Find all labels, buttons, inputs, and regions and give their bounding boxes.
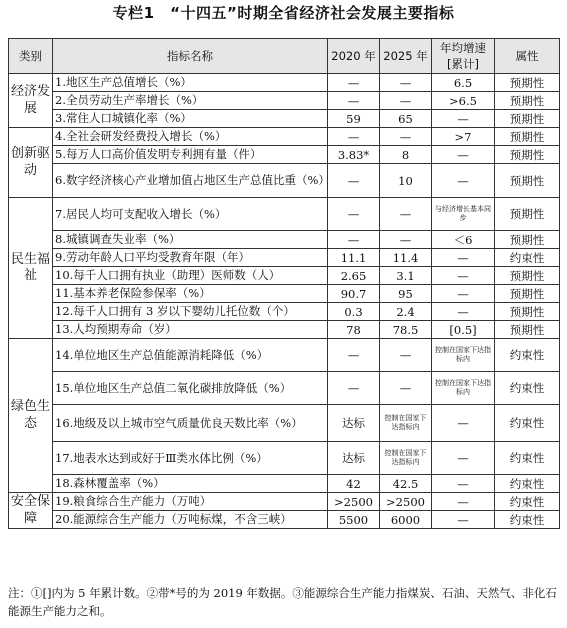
value-2025-text: — (399, 207, 412, 221)
indicator-name (53, 511, 328, 529)
attribute (495, 267, 560, 285)
value-2020-text: 42 (346, 476, 361, 491)
growth-value (432, 511, 495, 529)
table-row (9, 267, 560, 285)
growth-value-text: 6.5 (453, 75, 473, 90)
value-2020-text: 11.1 (340, 250, 367, 265)
indicator-name (53, 249, 328, 267)
indicator-name-text: 3.常住人口城镇化率（%） (55, 111, 192, 126)
indicator-name (53, 74, 328, 92)
attribute-text: 约束性 (509, 494, 545, 509)
attribute (495, 372, 560, 405)
attribute-text: 预期性 (509, 207, 545, 221)
attribute (495, 146, 560, 164)
growth-value (432, 146, 495, 164)
header-2020: 2020 年 (328, 39, 380, 74)
header-growth: 年均增速 [累计] (432, 39, 495, 74)
value-2020 (328, 339, 380, 372)
attribute (495, 92, 560, 110)
table-row (9, 146, 560, 164)
indicator-name-text: 20.能源综合生产能力（万吨标煤，不含三峡） (55, 512, 292, 527)
indicator-name (53, 405, 328, 442)
value-2025-text: — (399, 348, 412, 362)
value-2020 (328, 146, 380, 164)
value-2025-text: 78.5 (392, 322, 419, 337)
attribute (495, 339, 560, 372)
growth-value-text: 控制在国家下达指标内 (435, 345, 491, 363)
value-2020-text: — (347, 129, 360, 144)
attribute-text: 预期性 (509, 93, 545, 108)
attribute-text: 约束性 (509, 348, 545, 362)
value-2020 (328, 198, 380, 231)
value-2020 (328, 249, 380, 267)
growth-value-text: [0.5] (449, 322, 477, 337)
value-2025 (380, 92, 432, 110)
growth-value-text: — (457, 173, 469, 188)
value-2025 (380, 303, 432, 321)
category-cell: 安全保障 (9, 493, 53, 529)
table-row (9, 493, 560, 511)
indicator-name-text: 9.劳动年龄人口平均受教育年限（年） (55, 250, 250, 265)
growth-value (432, 74, 495, 92)
value-2020-text: — (347, 207, 360, 221)
growth-value (432, 128, 495, 146)
category-cell: 经济发展 (9, 74, 53, 128)
indicator-name-text: 7.居民人均可支配收入增长（%） (55, 206, 227, 221)
value-2025 (380, 372, 432, 405)
attribute (495, 249, 560, 267)
attribute-text: 预期性 (509, 268, 545, 283)
indicator-name-text: 17.地表水达到或好于Ⅲ类水体比例（%） (55, 450, 268, 465)
attribute (495, 442, 560, 475)
attribute-text: 约束性 (509, 451, 545, 465)
table-row (9, 231, 560, 249)
attribute (495, 128, 560, 146)
category-cell: 绿色生态 (9, 339, 53, 493)
growth-value-text: ＜6 (453, 232, 473, 247)
attribute-text: 预期性 (509, 286, 545, 301)
value-2020 (328, 442, 380, 475)
indicator-name (53, 475, 328, 493)
table-row (9, 321, 560, 339)
value-2020-text: 90.7 (340, 286, 367, 301)
value-2025 (380, 267, 432, 285)
indicator-name (53, 92, 328, 110)
attribute (495, 198, 560, 231)
attribute-text: 预期性 (509, 232, 545, 247)
growth-value (432, 493, 495, 511)
attribute-text: 预期性 (509, 304, 545, 319)
value-2020-text: — (347, 381, 360, 395)
value-2025-text: 2.4 (396, 304, 415, 319)
attribute (495, 164, 560, 198)
indicator-name-text: 6.数字经济核心产业增加值占地区生产总值比重（%） (55, 173, 330, 188)
value-2020-text: 59 (346, 111, 361, 126)
attribute-text: 约束性 (509, 381, 545, 395)
growth-value (432, 475, 495, 493)
attribute-text: 预期性 (509, 147, 545, 162)
value-2025-text: — (399, 75, 412, 90)
header-2025: 2025 年 (380, 39, 432, 74)
value-2025 (380, 321, 432, 339)
growth-value-text: — (457, 494, 469, 509)
header-attr: 属性 (495, 39, 560, 74)
value-2025-text: — (399, 381, 412, 395)
value-2020 (328, 231, 380, 249)
indicator-name-text: 18.森林覆盖率（%） (55, 476, 165, 491)
table-row (9, 249, 560, 267)
value-2025 (380, 405, 432, 442)
value-2020-text: 78 (346, 322, 361, 337)
value-2020-text: — (347, 232, 360, 247)
value-2025-text: 65 (398, 111, 413, 126)
growth-value (432, 321, 495, 339)
value-2020-text: — (347, 348, 360, 362)
header-category: 类别 (9, 39, 53, 74)
value-2025-text: 95 (398, 286, 413, 301)
indicator-name-text: 14.单位地区生产总值能源消耗降低（%） (55, 347, 269, 362)
growth-value (432, 267, 495, 285)
table-row (9, 442, 560, 475)
growth-value-text: >6.5 (449, 93, 477, 108)
value-2025-text: >2500 (386, 494, 425, 509)
value-2025-text: — (399, 93, 412, 108)
table-row (9, 339, 560, 372)
value-2020 (328, 110, 380, 128)
value-2020-text: 5500 (338, 512, 369, 527)
attribute-text: 预期性 (509, 75, 545, 90)
value-2025 (380, 231, 432, 249)
value-2025 (380, 128, 432, 146)
growth-value-text: — (457, 512, 469, 527)
value-2025 (380, 146, 432, 164)
growth-value (432, 198, 495, 231)
value-2020 (328, 128, 380, 146)
value-2025 (380, 164, 432, 198)
indicators-table (8, 38, 560, 529)
table-row (9, 475, 560, 493)
indicator-name-text: 13.人均预期寿命（岁） (55, 322, 177, 337)
value-2020-text: — (347, 173, 360, 188)
indicator-name (53, 198, 328, 231)
indicator-name-text: 5.每万人口高价值发明专利拥有量（件） (55, 147, 262, 162)
indicator-name-text: 12.每千人口拥有 3 岁以下婴幼儿托位数（个） (55, 304, 295, 319)
value-2025 (380, 249, 432, 267)
indicator-name-text: 10.每千人口拥有执业（助理）医师数（人） (55, 268, 281, 283)
indicator-name-text: 11.基本养老保险参保率（%） (55, 286, 211, 301)
value-2020 (328, 493, 380, 511)
indicator-name (53, 231, 328, 249)
indicator-name (53, 128, 328, 146)
indicator-name-text: 15.单位地区生产总值二氧化碳排放降低（%） (55, 380, 292, 395)
indicator-name-text: 16.地级及以上城市空气质量优良天数比率（%） (55, 415, 303, 430)
indicator-name-text: 2.全员劳动生产率增长（%） (55, 93, 204, 108)
indicator-name-text: 4.全社会研发经费投入增长（%） (55, 129, 227, 144)
indicator-name-text: 8.城镇调查失业率（%） (55, 232, 181, 247)
indicator-name (53, 339, 328, 372)
value-2020-text: — (347, 93, 360, 108)
value-2025-text: 10 (398, 173, 413, 188)
attribute (495, 511, 560, 529)
indicator-name (53, 285, 328, 303)
attribute (495, 405, 560, 442)
growth-value-text: — (457, 250, 469, 265)
attribute-text: 预期性 (509, 173, 545, 188)
table-row (9, 511, 560, 529)
table-note: 注：①[]内为 5 年累计数。②带*号的为 2019 年数据。③能源综合生产能力指煤炭、石油、天然气、非化石能源生产能力之和。 (8, 586, 557, 618)
attribute-text: 约束性 (509, 512, 545, 527)
value-2020 (328, 92, 380, 110)
value-2025-text: — (399, 129, 412, 144)
value-2020-text: — (347, 75, 360, 90)
value-2025 (380, 511, 432, 529)
growth-value-text: — (457, 286, 469, 301)
header-name: 指标名称 (53, 39, 328, 74)
growth-value (432, 339, 495, 372)
indicator-name (53, 110, 328, 128)
indicator-name (53, 164, 328, 198)
value-2025-text: 8 (401, 147, 410, 162)
category-cell: 创新驱动 (9, 128, 53, 198)
growth-value-text: >7 (454, 129, 472, 144)
value-2020 (328, 74, 380, 92)
indicator-name (53, 267, 328, 285)
growth-value-text: 与经济增长基本同步 (435, 204, 491, 222)
value-2020 (328, 511, 380, 529)
growth-value (432, 442, 495, 475)
attribute (495, 285, 560, 303)
value-2025 (380, 285, 432, 303)
value-2020 (328, 475, 380, 493)
value-2020-text: 达标 (342, 416, 365, 430)
value-2020-text: 3.83* (337, 147, 370, 162)
value-2020 (328, 303, 380, 321)
table-row (9, 303, 560, 321)
indicator-name (53, 493, 328, 511)
value-2025-text: 42.5 (392, 476, 419, 491)
attribute (495, 110, 560, 128)
growth-value-text: — (457, 416, 469, 430)
growth-value (432, 231, 495, 249)
value-2020 (328, 285, 380, 303)
table-row (9, 164, 560, 198)
value-2020 (328, 267, 380, 285)
table-row (9, 74, 560, 92)
value-2025 (380, 475, 432, 493)
value-2025-text: 6000 (390, 512, 421, 527)
growth-value (432, 110, 495, 128)
growth-value (432, 303, 495, 321)
value-2025 (380, 442, 432, 475)
value-2020 (328, 321, 380, 339)
header-row (9, 39, 560, 74)
growth-value (432, 285, 495, 303)
attribute (495, 475, 560, 493)
attribute (495, 321, 560, 339)
value-2020-text: 0.3 (344, 304, 363, 319)
indicator-name-text: 19.粮食综合生产能力（万吨） (55, 494, 212, 509)
value-2020-text: 2.65 (340, 268, 367, 283)
attribute-text: 预期性 (509, 129, 545, 144)
value-2020-text: >2500 (334, 494, 373, 509)
value-2020 (328, 405, 380, 442)
table-row (9, 198, 560, 231)
indicator-name (53, 303, 328, 321)
growth-value (432, 164, 495, 198)
growth-value-text: — (457, 268, 469, 283)
value-2025-text: 控制在国家下达指标内 (384, 413, 427, 431)
growth-value (432, 92, 495, 110)
value-2020-text: 达标 (342, 451, 365, 465)
value-2020 (328, 164, 380, 198)
attribute-text: 预期性 (509, 111, 545, 126)
value-2025-text: 控制在国家下达指标内 (384, 448, 427, 466)
growth-value (432, 249, 495, 267)
attribute-text: 预期性 (509, 322, 545, 337)
table-row (9, 128, 560, 146)
attribute (495, 231, 560, 249)
attribute-text: 约束性 (509, 416, 545, 430)
category-cell: 民生福祉 (9, 198, 53, 339)
indicator-name (53, 321, 328, 339)
value-2025 (380, 493, 432, 511)
attribute-text: 约束性 (509, 476, 545, 491)
indicator-name (53, 146, 328, 164)
indicator-name (53, 442, 328, 475)
value-2025-text: 3.1 (396, 268, 415, 283)
growth-value-text: — (457, 451, 469, 465)
growth-value-text: — (457, 304, 469, 319)
growth-value (432, 372, 495, 405)
value-2025 (380, 339, 432, 372)
table-title: 专栏1 “十四五”时期全省经济社会发展主要指标 (112, 4, 455, 22)
growth-value-text: — (457, 111, 469, 126)
growth-value-text: — (457, 476, 469, 491)
value-2025 (380, 198, 432, 231)
value-2020 (328, 372, 380, 405)
attribute-text: 约束性 (509, 250, 545, 265)
value-2025 (380, 110, 432, 128)
table-row (9, 405, 560, 442)
value-2025-text: — (399, 232, 412, 247)
table-row (9, 372, 560, 405)
value-2025 (380, 74, 432, 92)
attribute (495, 493, 560, 511)
growth-value-text: 控制在国家下达指标内 (435, 378, 491, 396)
indicator-name (53, 372, 328, 405)
growth-value-text: — (457, 147, 469, 162)
attribute (495, 303, 560, 321)
table-row (9, 92, 560, 110)
attribute (495, 74, 560, 92)
table-row (9, 285, 560, 303)
table-row (9, 110, 560, 128)
growth-value (432, 405, 495, 442)
indicator-name-text: 1.地区生产总值增长（%） (55, 75, 192, 90)
value-2025-text: 11.4 (392, 250, 419, 265)
